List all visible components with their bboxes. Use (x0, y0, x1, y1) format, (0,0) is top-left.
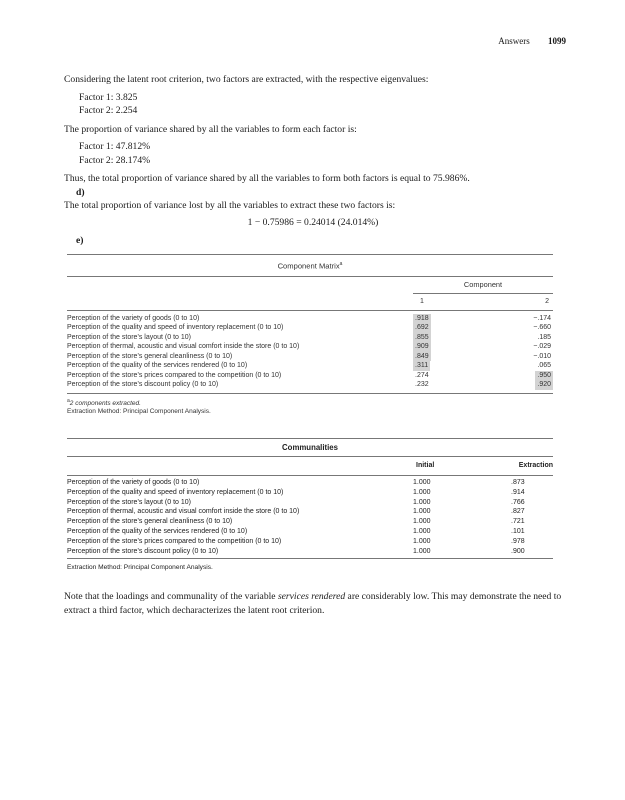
page-number: 1099 (548, 36, 566, 46)
label-d: d) (76, 186, 85, 198)
row-label: Perception of the quality and speed of inventory replacement (0 to 10) (67, 324, 284, 332)
loading-component-1: .232 (415, 381, 429, 389)
loading-component-1: .692 (415, 324, 429, 332)
table-row (67, 371, 553, 381)
table-row (67, 478, 553, 488)
table-row (67, 380, 553, 390)
proportion-factor-2: Factor 2: 28.174% (79, 154, 151, 166)
intro-paragraph: Considering the latent root criterion, two factors are extracted, with the respective eigenvalues: (64, 74, 429, 85)
initial-value: 1.000 (413, 479, 431, 486)
upper-text (64, 73, 562, 248)
component-matrix-table (67, 254, 553, 417)
extraction-value: .914 (511, 488, 525, 496)
extraction-value: .101 (511, 527, 525, 535)
loading-component-2: −.029 (533, 343, 551, 351)
component-matrix-title: Component Matrix$^a$ (277, 261, 343, 271)
row-label: Perception of the variety of goods (0 to 10) (67, 479, 200, 486)
table-row (67, 547, 553, 557)
loading-component-2: −.010 (533, 352, 551, 360)
table-row (67, 507, 553, 517)
row-label: Perception of the store’s prices compared to the competition (0 to 10) (67, 537, 282, 545)
extraction-value: .721 (511, 518, 525, 526)
loading-component-1: .855 (415, 333, 429, 341)
proportion-intro: The proportion of variance shared by all the variables to form each factor is: (64, 123, 357, 135)
row-label: Perception of the quality and speed of inventory replacement (0 to 10) (67, 488, 284, 496)
table-row (67, 342, 553, 352)
loading-component-2: .185 (537, 333, 551, 341)
row-label: Perception of the store’s general cleanliness (0 to 10) (67, 352, 233, 360)
component-group-header: Component (463, 279, 503, 289)
row-label: Perception of thermal, acoustic and visual comfort inside the store (0 to 10) (67, 343, 300, 351)
initial-value: 1.000 (413, 508, 431, 516)
loading-component-1: .311 (415, 362, 429, 370)
table-row (67, 314, 553, 324)
initial-value: 1.000 (413, 547, 431, 555)
initial-value: 1.000 (413, 537, 431, 545)
communalities-title: Communalities (282, 443, 338, 452)
loading-component-2: .065 (537, 362, 551, 370)
initial-value: 1.000 (413, 498, 431, 506)
conclusion-text (64, 590, 562, 617)
extraction-value: .873 (511, 479, 525, 486)
emphasized-variable: services rendered (277, 591, 346, 602)
loading-component-2: .920 (537, 381, 551, 389)
table-row (67, 488, 553, 498)
eigenvalue-factor-1: Factor 1: 3.825 (79, 91, 138, 103)
conclusion-paragraph: Note that the loadings and communality of the variable services rendered are considerably low. This may demonstrate the need to extract a third factor, which decharacterizes the latent root criterion. (64, 591, 562, 616)
column-header-2: 2 (545, 298, 549, 306)
table-row (67, 537, 553, 547)
component-matrix-footnote-2: Extraction Method: Principal Component Analysis. (67, 408, 211, 416)
table-row (67, 361, 553, 371)
table-row (67, 498, 553, 508)
row-label: Perception of the quality of the services rendered (0 to 10) (67, 527, 248, 535)
loading-component-2: −.174 (533, 314, 551, 322)
section-title: Answers (498, 36, 530, 46)
row-label: Perception of the store’s discount policy (0 to 10) (67, 547, 219, 555)
loading-component-1: .909 (415, 343, 429, 351)
row-label: Perception of the store’s discount policy (0 to 10) (67, 381, 219, 389)
column-header-extraction: Extraction (518, 462, 553, 469)
row-label: Perception of the store’s layout (0 to 10) (67, 498, 191, 506)
variance-lost-paragraph: The total proportion of variance lost by all the variables to extract these two factors is: (64, 200, 396, 211)
table-row (67, 517, 553, 527)
loading-component-2: −.660 (533, 324, 551, 332)
table-row (67, 323, 553, 333)
component-matrix-footnote-1: $^a$2 components extracted. (67, 397, 141, 407)
row-label: Perception of thermal, acoustic and visual comfort inside the store (0 to 10) (67, 508, 300, 516)
row-label: Perception of the store’s prices compared to the competition (0 to 10) (67, 371, 282, 379)
column-header-1: 1 (420, 298, 424, 306)
initial-value: 1.000 (413, 488, 431, 496)
extraction-value: .900 (511, 547, 525, 555)
label-e: e) (76, 235, 84, 246)
row-label: Perception of the quality of the services rendered (0 to 10) (67, 362, 248, 370)
proportion-factor-1: Factor 1: 47.812% (79, 141, 151, 152)
table-row (67, 352, 553, 362)
loading-component-1: .849 (415, 352, 429, 360)
extraction-value: .978 (511, 537, 525, 545)
loading-component-1: .274 (415, 371, 429, 379)
initial-value: 1.000 (413, 527, 431, 535)
extraction-value: .827 (511, 508, 525, 516)
eigenvalue-factor-2: Factor 2: 2.254 (79, 105, 138, 116)
equation: 1 − 0.75986 = 0.24014 (24.014%) (247, 216, 379, 228)
running-header (498, 36, 566, 46)
communalities-table (67, 438, 553, 571)
total-variance-paragraph: Thus, the total proportion of variance shared by all the variables to form both factors is equal to 75.986%. (64, 173, 470, 184)
row-label: Perception of the variety of goods (0 to 10) (67, 314, 200, 322)
row-label: Perception of the store’s general cleanliness (0 to 10) (67, 518, 233, 526)
column-header-initial: Initial (416, 462, 435, 469)
table-row (67, 527, 553, 537)
table-row (67, 333, 553, 343)
initial-value: 1.000 (413, 518, 431, 526)
communalities-footnote: Extraction Method: Principal Component Analysis. (67, 564, 213, 572)
loading-component-2: .950 (537, 371, 551, 379)
extraction-value: .766 (511, 498, 525, 506)
loading-component-1: .918 (415, 314, 429, 322)
row-label: Perception of the store’s layout (0 to 10) (67, 333, 191, 341)
